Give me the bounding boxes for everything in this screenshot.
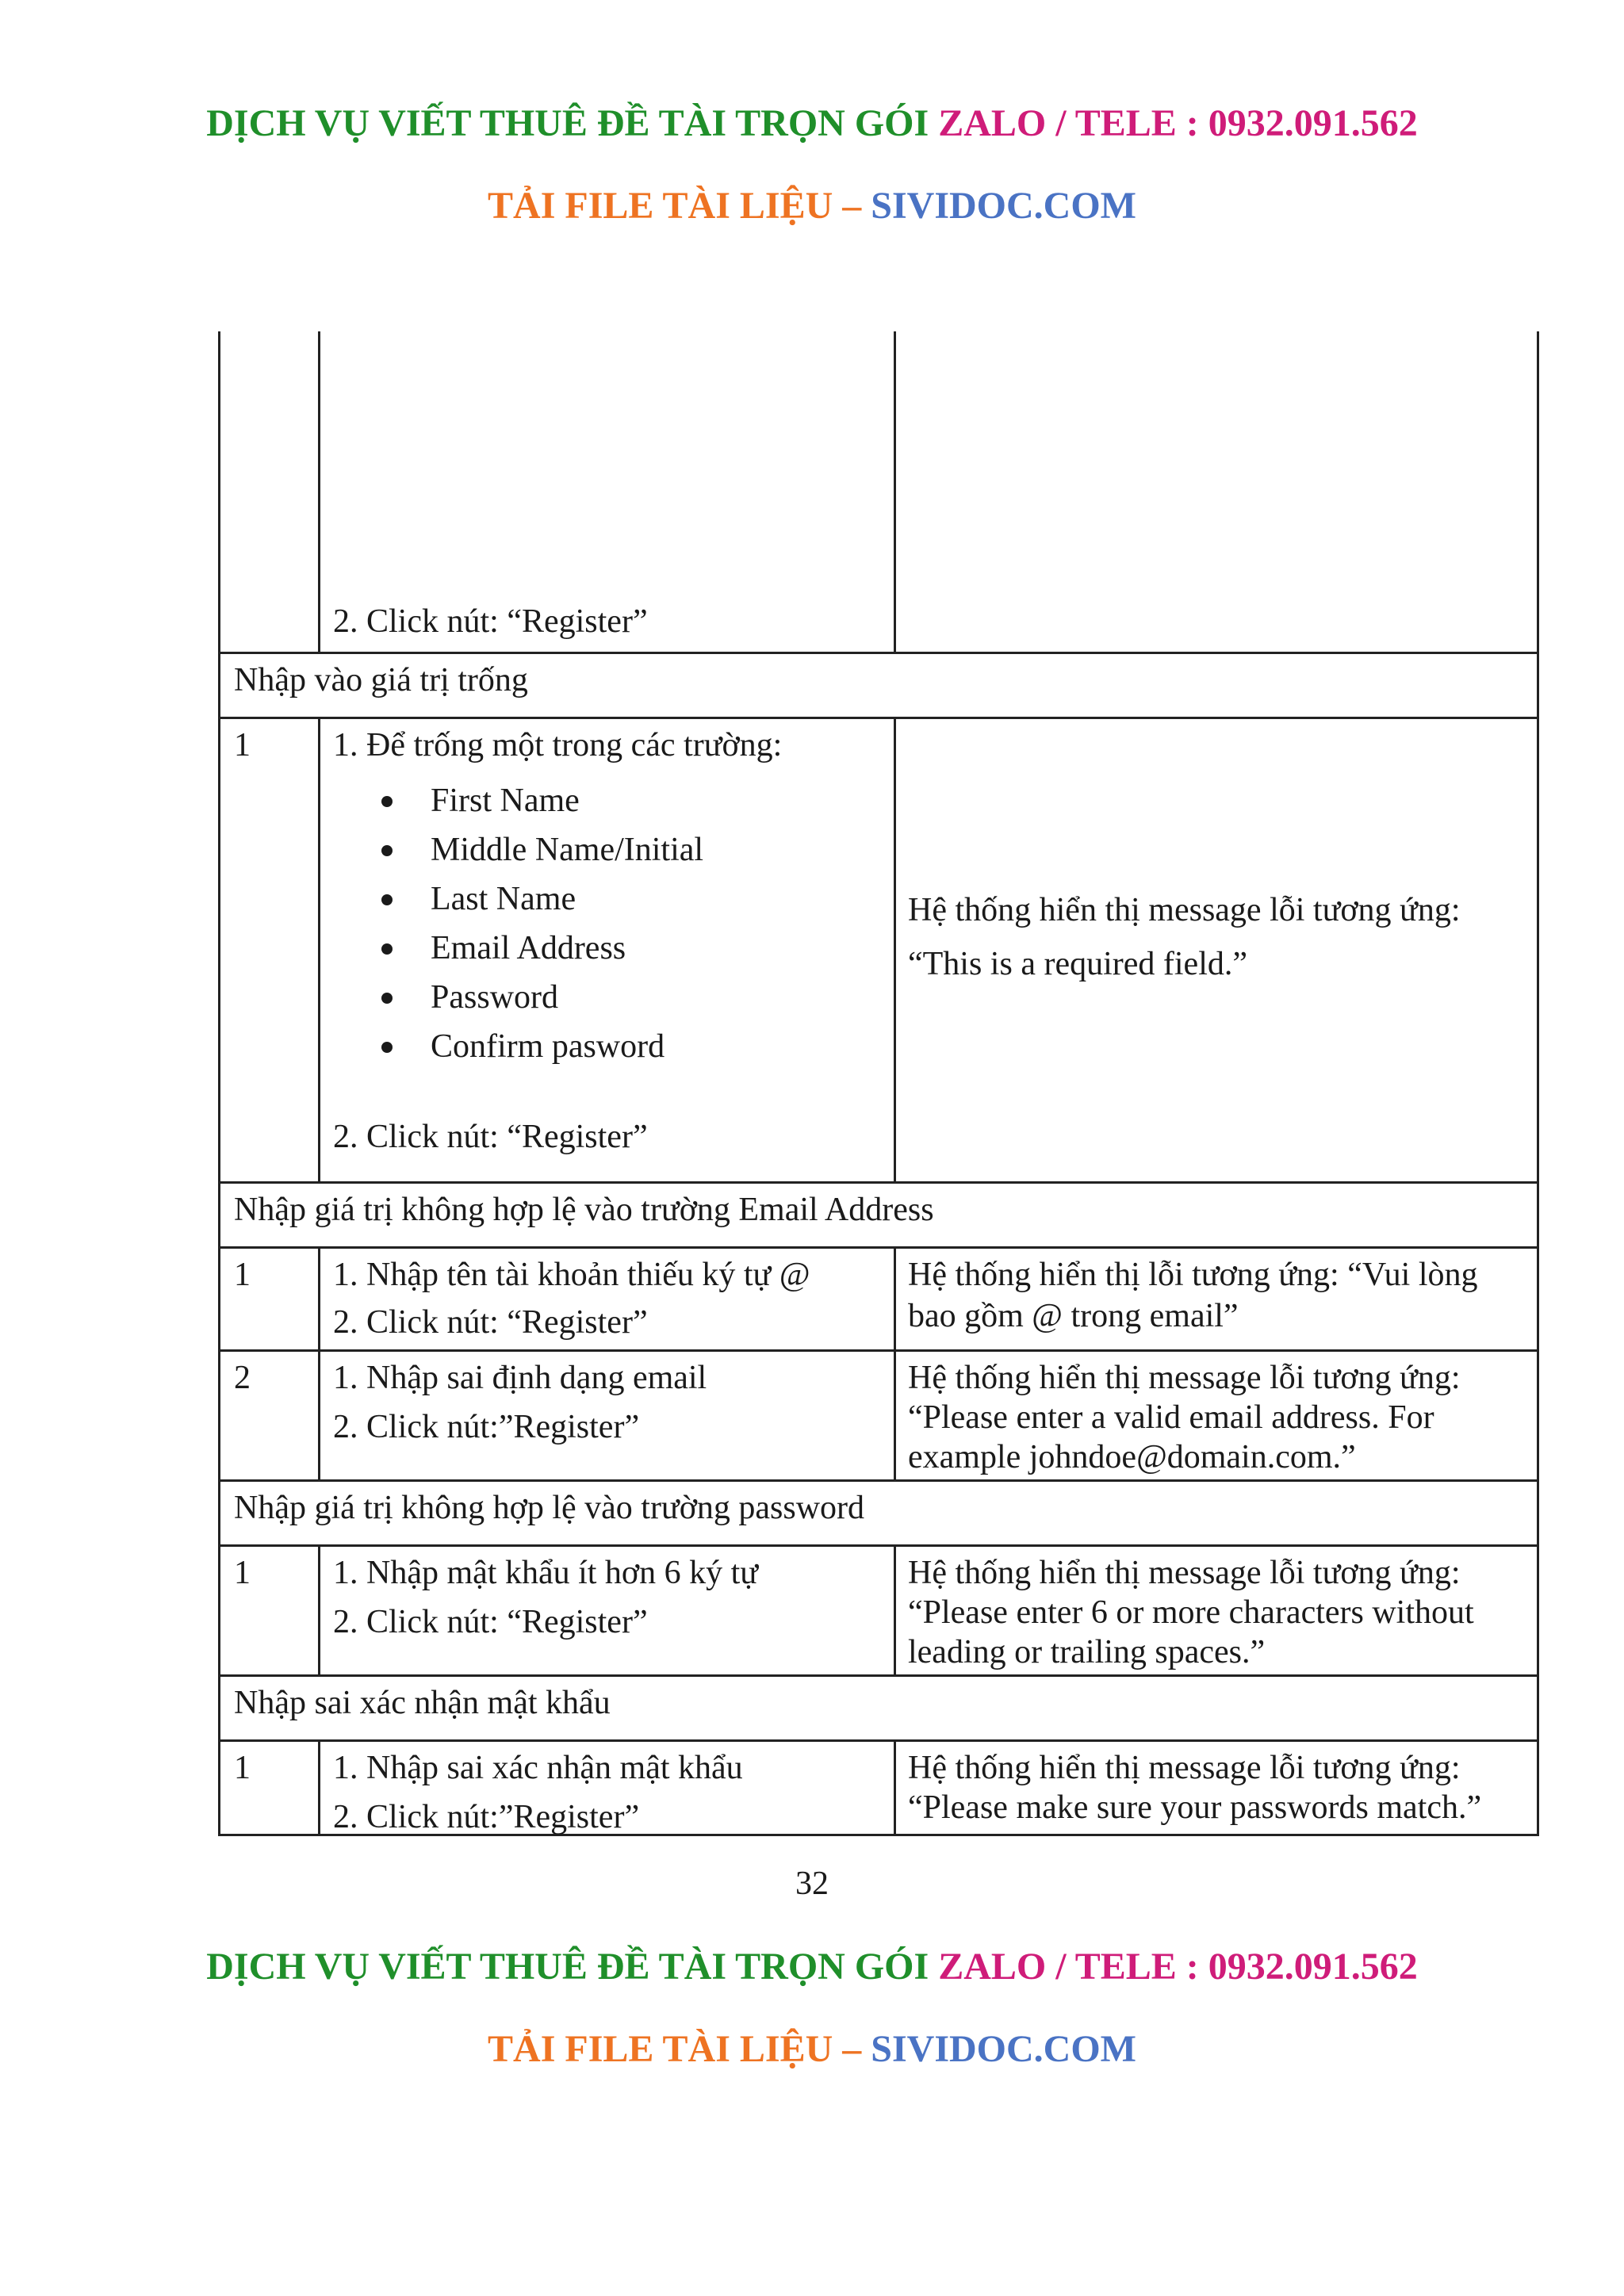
download-text: TẢI FILE TÀI LIỆU – bbox=[488, 2028, 862, 2070]
table-cell-step: 1. Để trống một trong các trường: bbox=[333, 727, 783, 763]
table-cell-result: Hệ thống hiển thị lỗi tương ứng: “Vui lòng bbox=[908, 1257, 1478, 1293]
column-divider bbox=[318, 331, 320, 652]
table-cell-step: 1. Nhập sai định dạng email bbox=[333, 1360, 707, 1396]
table-cell-number: 1 bbox=[234, 1257, 251, 1293]
list-item: Email Address bbox=[431, 929, 626, 967]
table-cell-result: “Please make sure your passwords match.” bbox=[908, 1789, 1482, 1826]
download-text: TẢI FILE TÀI LIỆU – bbox=[488, 185, 862, 227]
column-divider bbox=[894, 331, 896, 652]
row-divider bbox=[218, 1739, 1539, 1742]
section-title: Nhập vào giá trị trống bbox=[234, 662, 528, 698]
row-divider bbox=[218, 717, 1539, 719]
list-item: Password bbox=[431, 978, 558, 1016]
column-divider bbox=[894, 1544, 896, 1674]
table-cell-result: leading or trailing spaces.” bbox=[908, 1634, 1266, 1670]
bullet-icon bbox=[381, 1042, 393, 1053]
bullet-icon bbox=[381, 845, 393, 856]
table-cell-step: 2. Click nút: “Register” bbox=[333, 1119, 648, 1155]
header-download-banner bbox=[0, 184, 1624, 228]
table-cell-step: 2. Click nút: “Register” bbox=[333, 1304, 648, 1341]
test-case-table bbox=[218, 331, 1539, 1836]
column-divider bbox=[318, 1246, 320, 1479]
table-cell-result: Hệ thống hiển thị message lỗi tương ứng: bbox=[908, 1360, 1461, 1396]
bullet-icon bbox=[381, 894, 393, 905]
table-border-left bbox=[218, 331, 220, 1836]
site-link[interactable]: SIVIDOC.COM bbox=[871, 185, 1136, 227]
header-service-banner bbox=[0, 101, 1624, 145]
section-title: Nhập giá trị không hợp lệ vào trường Email Address bbox=[234, 1192, 934, 1228]
footer-download-banner bbox=[0, 2027, 1624, 2071]
row-divider bbox=[218, 1544, 1539, 1547]
column-divider bbox=[894, 1246, 896, 1479]
contact-text: ZALO / TELE : 0932.091.562 bbox=[938, 102, 1418, 144]
service-text: DỊCH VỤ VIẾT THUÊ ĐỀ TÀI TRỌN GÓI bbox=[206, 102, 929, 144]
list-item: Middle Name/Initial bbox=[431, 831, 703, 869]
service-text: DỊCH VỤ VIẾT THUÊ ĐỀ TÀI TRỌN GÓI bbox=[206, 1946, 929, 1988]
table-cell-step: 1. Nhập sai xác nhận mật khẩu bbox=[333, 1750, 743, 1786]
site-link[interactable]: SIVIDOC.COM bbox=[871, 2028, 1136, 2070]
table-cell-step: 1. Nhập mật khẩu ít hơn 6 ký tự bbox=[333, 1555, 759, 1591]
table-cell-result: bao gồm @ trong email” bbox=[908, 1298, 1239, 1334]
row-divider bbox=[218, 652, 1539, 654]
table-cell-result: Hệ thống hiển thị message lỗi tương ứng: bbox=[908, 1750, 1461, 1786]
column-divider bbox=[318, 717, 320, 1181]
bullet-icon bbox=[381, 993, 393, 1004]
bullet-icon bbox=[381, 796, 393, 807]
table-cell-number: 1 bbox=[234, 1555, 251, 1591]
footer-service-banner bbox=[0, 1945, 1624, 1988]
column-divider bbox=[894, 717, 896, 1181]
table-cell-step: 2. Click nút:”Register” bbox=[333, 1799, 640, 1835]
list-item: First Name bbox=[431, 782, 580, 820]
table-cell-number: 1 bbox=[234, 727, 251, 763]
table-cell-step: 2. Click nút:”Register” bbox=[333, 1409, 640, 1445]
table-cell-number: 1 bbox=[234, 1750, 251, 1786]
table-cell-step: 2. Click nút: “Register” bbox=[333, 1604, 648, 1640]
table-cell-number: 2 bbox=[234, 1360, 251, 1396]
table-cell-step: 1. Nhập tên tài khoản thiếu ký tự @ bbox=[333, 1257, 810, 1293]
column-divider bbox=[318, 1544, 320, 1674]
table-cell-step: 2. Click nút: “Register” bbox=[333, 603, 648, 640]
row-divider bbox=[218, 1181, 1539, 1184]
bullet-icon bbox=[381, 943, 393, 955]
table-border-right bbox=[1537, 331, 1539, 1836]
contact-text: ZALO / TELE : 0932.091.562 bbox=[938, 1946, 1418, 1988]
row-divider bbox=[218, 1674, 1539, 1677]
column-divider bbox=[318, 1739, 320, 1836]
row-divider bbox=[218, 1349, 1539, 1352]
table-cell-result: “Please enter a valid email address. For bbox=[908, 1399, 1434, 1436]
table-cell-result: example johndoe@domain.com.” bbox=[908, 1439, 1356, 1475]
row-divider bbox=[218, 1246, 1539, 1249]
table-cell-result: “This is a required field.” bbox=[908, 946, 1247, 982]
column-divider bbox=[894, 1739, 896, 1836]
table-cell-result: Hệ thống hiển thị message lỗi tương ứng: bbox=[908, 892, 1461, 928]
list-item: Last Name bbox=[431, 880, 576, 918]
row-divider bbox=[218, 1479, 1539, 1482]
section-title: Nhập giá trị không hợp lệ vào trường password bbox=[234, 1490, 865, 1526]
page-number: 32 bbox=[795, 1866, 829, 1902]
table-cell-result: “Please enter 6 or more characters without bbox=[908, 1594, 1474, 1631]
table-cell-result: Hệ thống hiển thị message lỗi tương ứng: bbox=[908, 1555, 1461, 1591]
section-title: Nhập sai xác nhận mật khẩu bbox=[234, 1685, 611, 1721]
list-item: Confirm pasword bbox=[431, 1027, 665, 1066]
